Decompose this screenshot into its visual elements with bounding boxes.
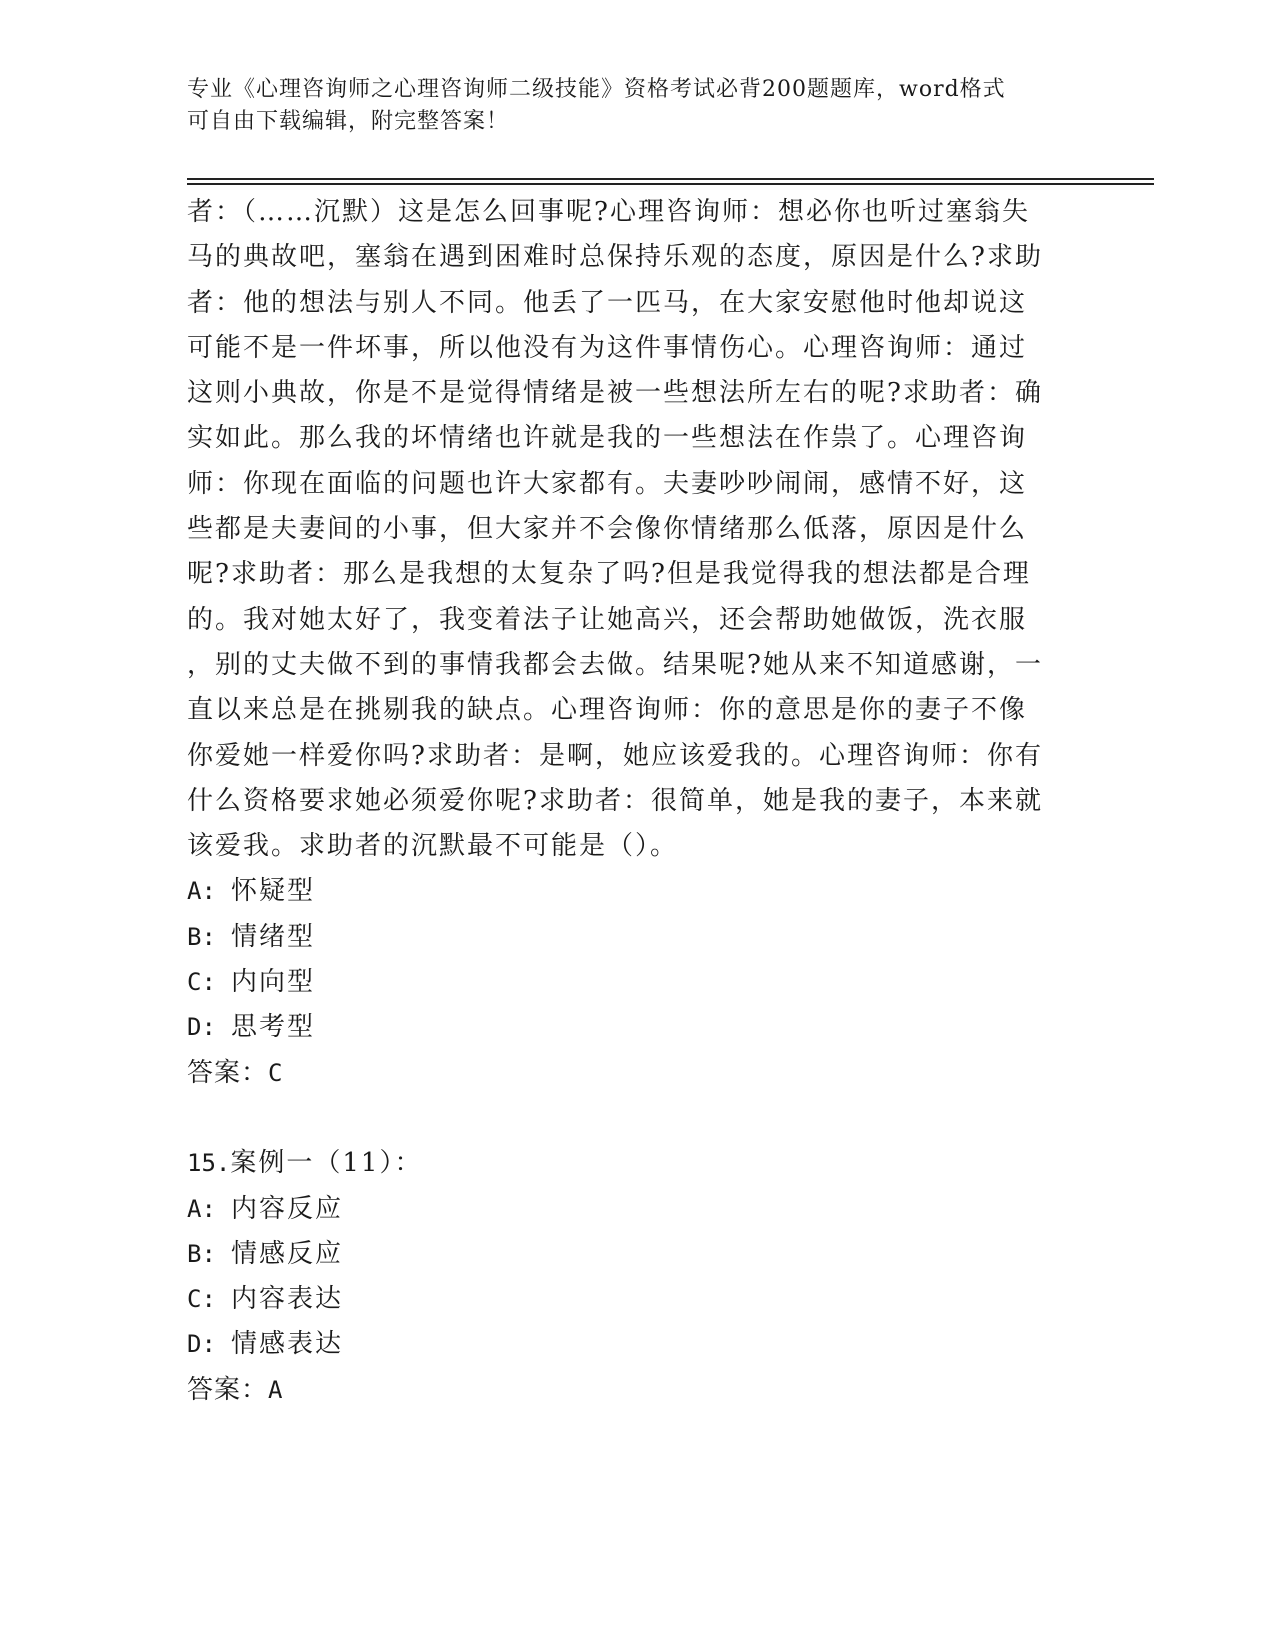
option-d (187, 1005, 1087, 1050)
document-header (187, 74, 1067, 138)
header-line-1: 专业《心理咨询师之心理咨询师二级技能》资格考试必背200题题库，word格式 (187, 77, 1006, 102)
stem-line: 些都是夫妻间的小事，但大家并不会像你情绪那么低落，原因是什么 (187, 514, 1028, 545)
option-a (187, 869, 1087, 914)
option-key: B: (187, 1239, 216, 1268)
question-14-answer (187, 1051, 1087, 1096)
stem-line: 的。我对她太好了，我变着法子让她高兴，还会帮助她做饭，洗衣服 (187, 604, 1028, 635)
option-key: D: (187, 1013, 216, 1042)
option-key: A: (187, 1194, 216, 1223)
option-text: 情感反应 (231, 1238, 344, 1269)
header-line-2: 可自由下载编辑，附完整答案！ (187, 109, 510, 134)
stem-line: ，别的丈夫做不到的事情我都会去做。结果呢?她从来不知道感谢，一 (187, 649, 1043, 680)
option-key: B: (187, 922, 216, 951)
option-key: A: (187, 877, 216, 906)
stem-line: 马的典故吧，塞翁在遇到困难时总保持乐观的态度，原因是什么?求助 (187, 242, 1043, 273)
option-c (187, 1277, 1087, 1322)
stem-line: 实如此。那么我的坏情绪也许就是我的一些想法在作祟了。心理咨询 (187, 423, 1028, 454)
option-c (187, 960, 1087, 1005)
option-d (187, 1322, 1087, 1367)
stem-line: 可能不是一件坏事，所以他没有为这件事情伤心。心理咨询师：通过 (187, 332, 1028, 363)
option-key: C: (187, 968, 216, 997)
question-14-options (187, 869, 1087, 1050)
answer-label: 答案： (187, 1057, 269, 1088)
stem-line: 者：（……沉默）这是怎么回事呢?心理咨询师：想必你也听过塞翁失 (187, 197, 1030, 227)
stem-line: 这则小典故，你是不是觉得情绪是被一些想法所左右的呢?求助者：确 (187, 378, 1043, 409)
option-key: C: (187, 1285, 216, 1314)
document-body (187, 190, 1087, 1413)
stem-line: 你爱她一样爱你吗?求助者：是啊，她应该爱我的。心理咨询师：你有 (187, 740, 1043, 771)
stem-line: 呢?求助者：那么是我想的太复杂了吗?但是我觉得我的想法都是合理 (187, 559, 1031, 590)
option-a (187, 1187, 1087, 1232)
stem-line: 直以来总是在挑剔我的缺点。心理咨询师：你的意思是你的妻子不像 (187, 695, 1028, 726)
question-14-stem (187, 190, 1087, 869)
stem-line: 师：你现在面临的问题也许大家都有。夫妻吵吵闹闹，感情不好，这 (187, 468, 1028, 499)
option-text: 思考型 (231, 1012, 316, 1043)
option-text: 内向型 (231, 967, 316, 998)
answer-value: A (268, 1375, 284, 1404)
option-text: 内容反应 (231, 1193, 344, 1224)
header-divider-bottom (187, 183, 1154, 185)
spacer (187, 1096, 1087, 1141)
option-text: 怀疑型 (231, 876, 316, 907)
question-15-options (187, 1187, 1087, 1368)
question-15-answer (187, 1368, 1087, 1413)
answer-label: 答案： (187, 1374, 269, 1405)
question-15-heading (187, 1141, 1087, 1186)
header-divider-top (187, 178, 1154, 180)
answer-value: C (268, 1058, 284, 1087)
question-title: 案例一（11）： (230, 1148, 423, 1179)
option-text: 情感表达 (231, 1329, 344, 1360)
stem-line: 者：他的想法与别人不同。他丢了一匹马，在大家安慰他时他却说这 (187, 287, 1028, 318)
option-text: 内容表达 (231, 1284, 344, 1315)
option-b (187, 1232, 1087, 1277)
stem-line: 什么资格要求她必须爱你呢?求助者：很简单，她是我的妻子，本来就 (187, 785, 1043, 816)
option-b (187, 915, 1087, 960)
option-text: 情绪型 (231, 921, 316, 952)
question-number: 15. (187, 1149, 231, 1178)
option-key: D: (187, 1330, 216, 1359)
stem-line: 该爱我。求助者的沉默最不可能是（）。 (187, 831, 679, 862)
